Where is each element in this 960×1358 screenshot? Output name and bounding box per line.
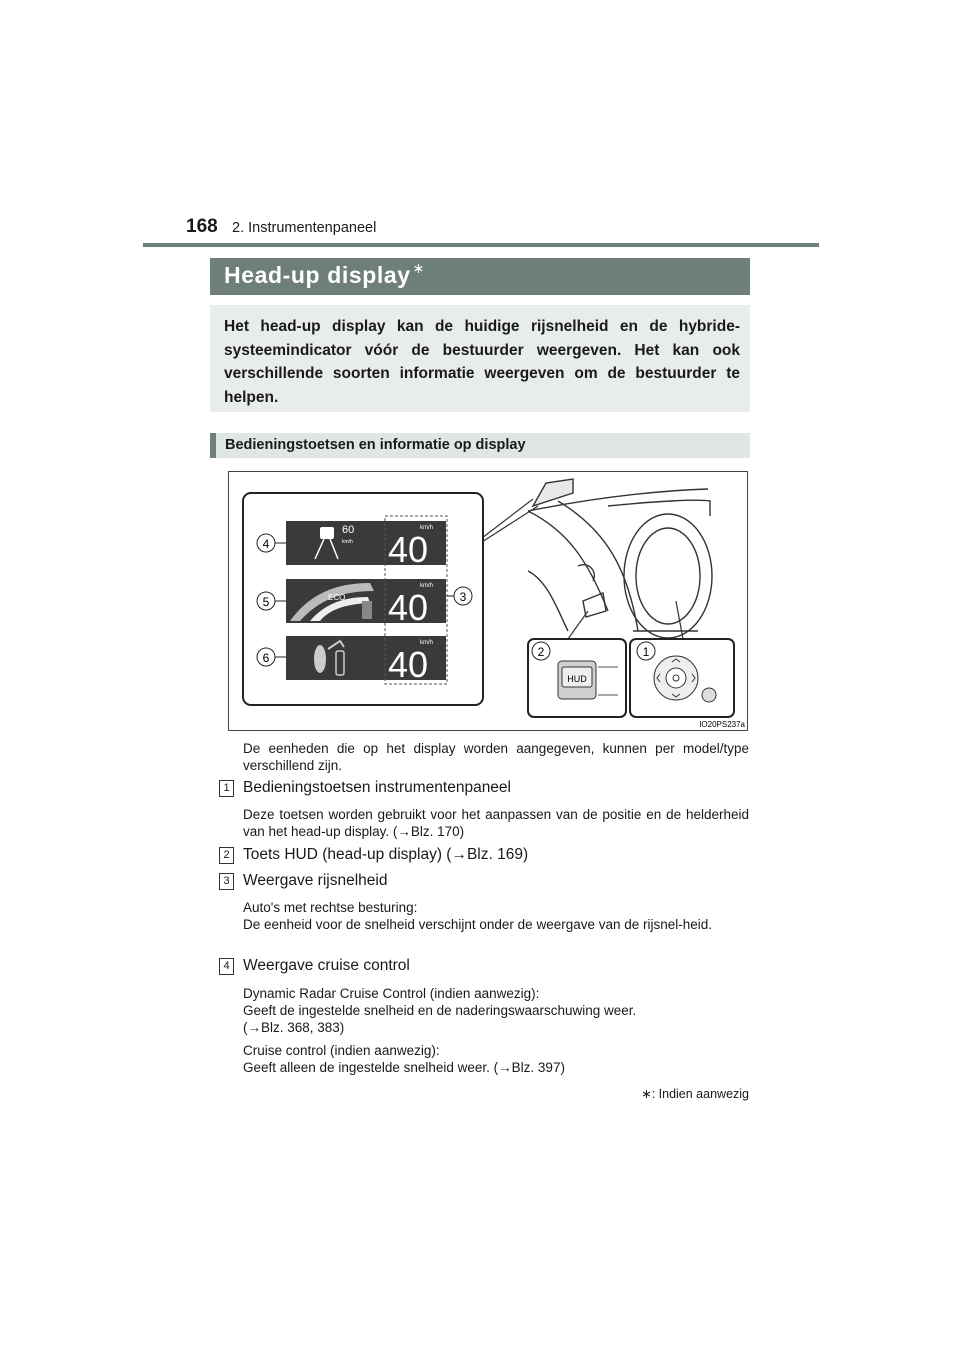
speed-value-1: 40 xyxy=(388,529,429,570)
item-label: Bedieningstoetsen instrumentenpaneel xyxy=(243,779,511,796)
item-label: Weergave cruise control xyxy=(243,957,410,974)
item-label: Weergave rijsnelheid xyxy=(243,872,388,889)
intro-text: Het head-up display kan de huidige rijsnelheid en de hybride-systeemindicator vóór de bestuurder weergeven. Het kan ook verschillende soorten informatie weergeven om de bestuurder te helpen. xyxy=(224,318,740,406)
callout-5-num: 5 xyxy=(262,595,270,609)
desc-line: Deze toetsen worden gebruikt voor het aanpassen van de positie en de helderheid van het head-up display. (→Blz. 170) xyxy=(243,807,749,839)
speed-value-3: 40 xyxy=(388,644,429,685)
speed-value-2: 40 xyxy=(388,587,429,628)
callout-2-num: 2 xyxy=(537,645,545,659)
section-title-bar xyxy=(210,258,750,295)
hud-button-label: HUD xyxy=(567,674,587,684)
desc-line: De eenheid voor de snelheid verschijnt onder de weergave van de rijsnel-heid. xyxy=(243,917,713,932)
desc-line: Geeft alleen de ingestelde snelheid weer. (→Blz. 397) xyxy=(243,1060,565,1075)
desc-line: Auto's met rechtse besturing: xyxy=(243,900,418,915)
item-number: 2 xyxy=(219,847,234,864)
figure-caption: De eenheden die op het display worden aangegeven, kunnen per model/type verschillend zijn. xyxy=(243,741,749,773)
desc-line: Geeft de ingestelde snelheid en de naderingswaarschuwing weer. xyxy=(243,1003,637,1018)
hud-illustration xyxy=(228,471,748,731)
chapter-title: 2. Instrumentenpaneel xyxy=(232,220,377,236)
page-title: Head-up display ∗ xyxy=(224,260,425,288)
cruise-control-screen xyxy=(286,521,446,570)
eco-label: ECO xyxy=(328,593,346,602)
subsection-accent xyxy=(210,433,216,458)
item-description-1 xyxy=(243,806,749,840)
steering-buttons-inset xyxy=(630,639,734,717)
item-label: Toets HUD (head-up display) (→Blz. 169) xyxy=(243,846,529,863)
callout-6-num: 6 xyxy=(262,651,270,665)
callout-3-num: 3 xyxy=(459,590,467,604)
callout-4-num: 4 xyxy=(262,537,270,551)
set-speed-value: 60 xyxy=(342,524,355,536)
item-number: 1 xyxy=(219,780,234,797)
optional-mark: ∗ xyxy=(412,260,425,276)
desc-line: Cruise control (indien aanwezig): xyxy=(243,1043,440,1058)
item-number: 3 xyxy=(219,873,234,890)
intro-box xyxy=(210,305,750,412)
header-rule xyxy=(143,243,819,247)
desc-line: Dynamic Radar Cruise Control (indien aanwezig): xyxy=(243,986,540,1001)
eco-indicator-screen xyxy=(286,579,446,628)
item-number: 4 xyxy=(219,958,234,975)
subsection-header xyxy=(210,433,750,458)
page-number: 168 xyxy=(186,216,218,237)
speed-unit-2: km/h xyxy=(420,583,434,589)
speed-unit-1: km/h xyxy=(420,525,434,531)
figure-code: IO20PS237a xyxy=(699,720,745,729)
set-speed-unit: km/h xyxy=(342,539,353,545)
item-description-3 xyxy=(243,899,749,933)
callout-1-num: 1 xyxy=(642,645,650,659)
footnote: ∗: Indien aanwezig xyxy=(641,1087,749,1101)
speed-unit-3: km/h xyxy=(420,640,434,646)
item-description-4 xyxy=(243,985,749,1076)
hud-button-inset xyxy=(528,639,626,717)
subsection-title: Bedieningstoetsen en informatie op display xyxy=(225,437,526,453)
desc-line: (→Blz. 368, 383) xyxy=(243,1020,345,1035)
pedal-indicator-screen xyxy=(286,636,446,685)
